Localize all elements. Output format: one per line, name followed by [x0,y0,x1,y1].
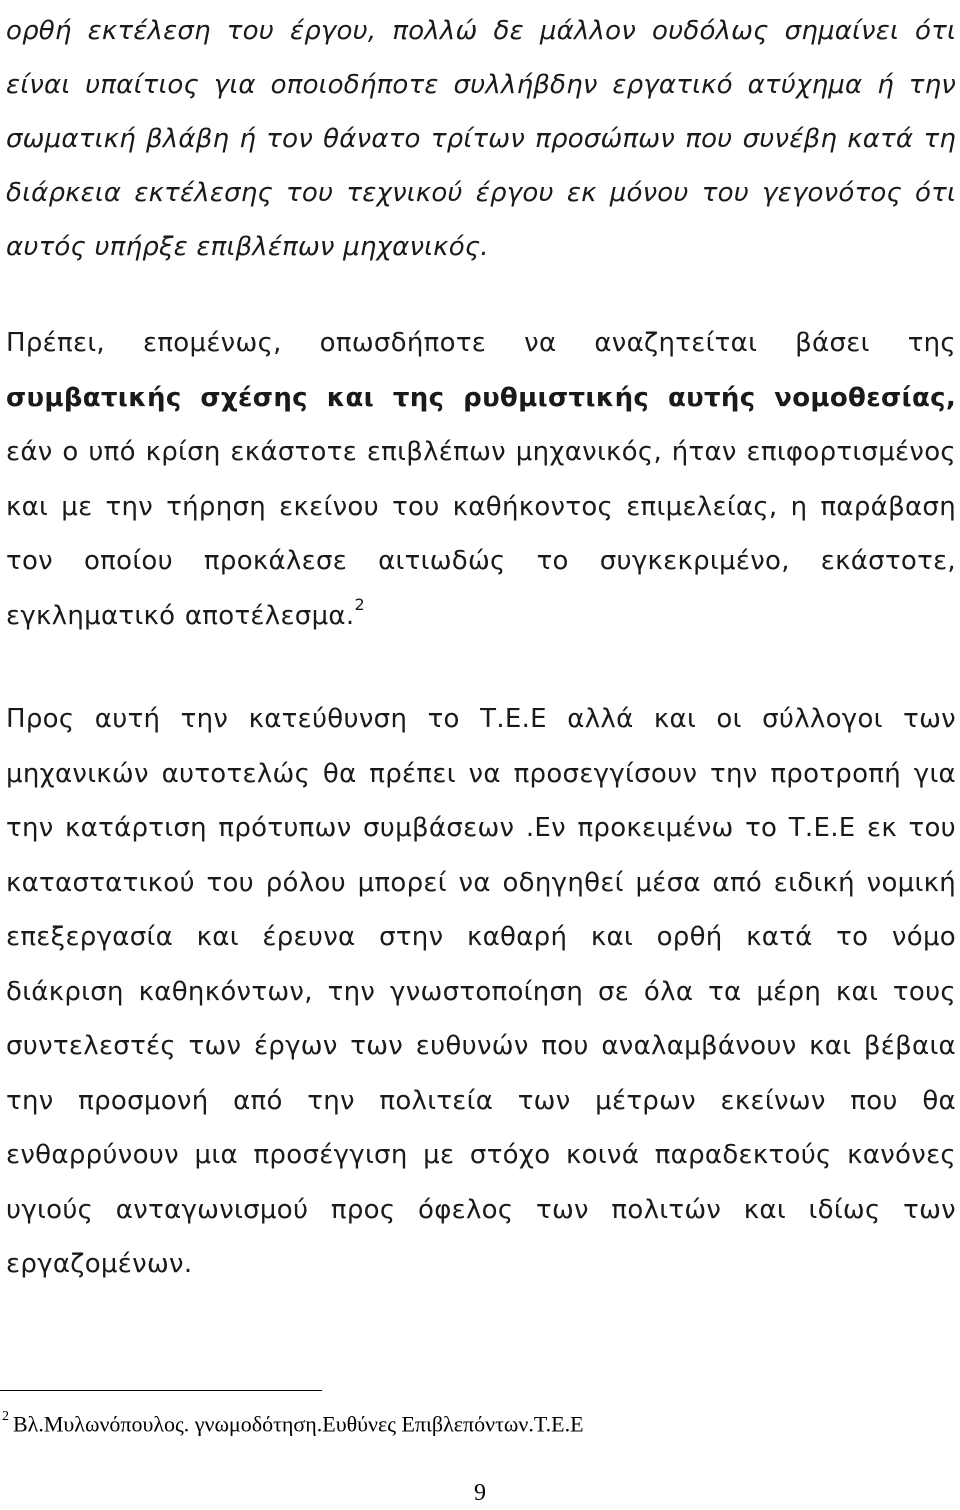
paragraph-lead-text: Πρέπει, επομένως, οπωσδήποτε να αναζητείται βάσει της [6,328,956,358]
paragraph-contractual-relationship [6,316,956,643]
footnote-text: Βλ.Μυλωνόπουλος. γνωμοδότηση.Ευθύνες Επιβλεπόντων.Τ.Ε.Ε [13,1411,584,1437]
page-number: 9 [474,1480,486,1506]
emphasized-text: συμβατικής σχέσης και της ρυθμιστικής αυτής νομοθεσίας, [6,382,956,413]
paragraph-rest-text: εάν ο υπό κρίση εκάστοτε επιβλέπων μηχανικός, ήταν επιφορτισμένος και με την τήρηση εκείνου του καθήκοντος επιμελείας, η παράβαση τον οποίου προκάλεσε αιτιωδώς το συγκεκριμένο, εκάστοτε, εγκληματικό αποτέλεσμα. [6,437,956,631]
paragraph-continuation: ορθή εκτέλεση του έργου, πολλώ δε μάλλον ουδόλως σημαίνει ότι είναι υπαίτιος για οποιοδήποτε συλλήβδην εργατικό ατύχημα ή την σωματική βλάβη ή τον θάνατο τρίτων προσώπων που συνέβη κατά τη διάρκεια εκτέλεσης του τεχνικού έργου εκ μόνου του γεγονότος ότι αυτός υπήρξε επιβλέπων μηχανικός. [6,16,956,262]
footnote-number: 2 [2,1409,9,1424]
footnote-separator [0,1390,322,1391]
footnote-reference[interactable]: 2 [354,594,365,614]
footnote [2,1402,942,1442]
paragraph-tee-direction: Προς αυτή την κατεύθυνση το Τ.Ε.Ε αλλά και οι σύλλογοι των μηχανικών αυτοτελώς θα πρέπει να προσεγγίσουν την προτροπή για την κατάρτιση πρότυπων συμβάσεων .Εν προκειμένω το Τ.Ε.Ε εκ του καταστατικού του ρόλου μπορεί να οδηγηθεί μέσα από ειδική νομική επεξεργασία και έρευνα στην καθαρή και ορθή κατά το νόμο διάκριση καθηκόντων, την γνωστοποίηση σε όλα τα μέρη και τους συντελεστές των έργων των ευθυνών που αναλαμβάνουν και βέβαια την προσμονή από την πολιτεία των μέτρων εκείνων που θα ενθαρρύνουν μια προσέγγιση με στόχο κοινά παραδεκτούς κανόνες υγιούς ανταγωνισμού προς όφελος των πολιτών και ιδίως των εργαζομένων. [6,704,956,1279]
